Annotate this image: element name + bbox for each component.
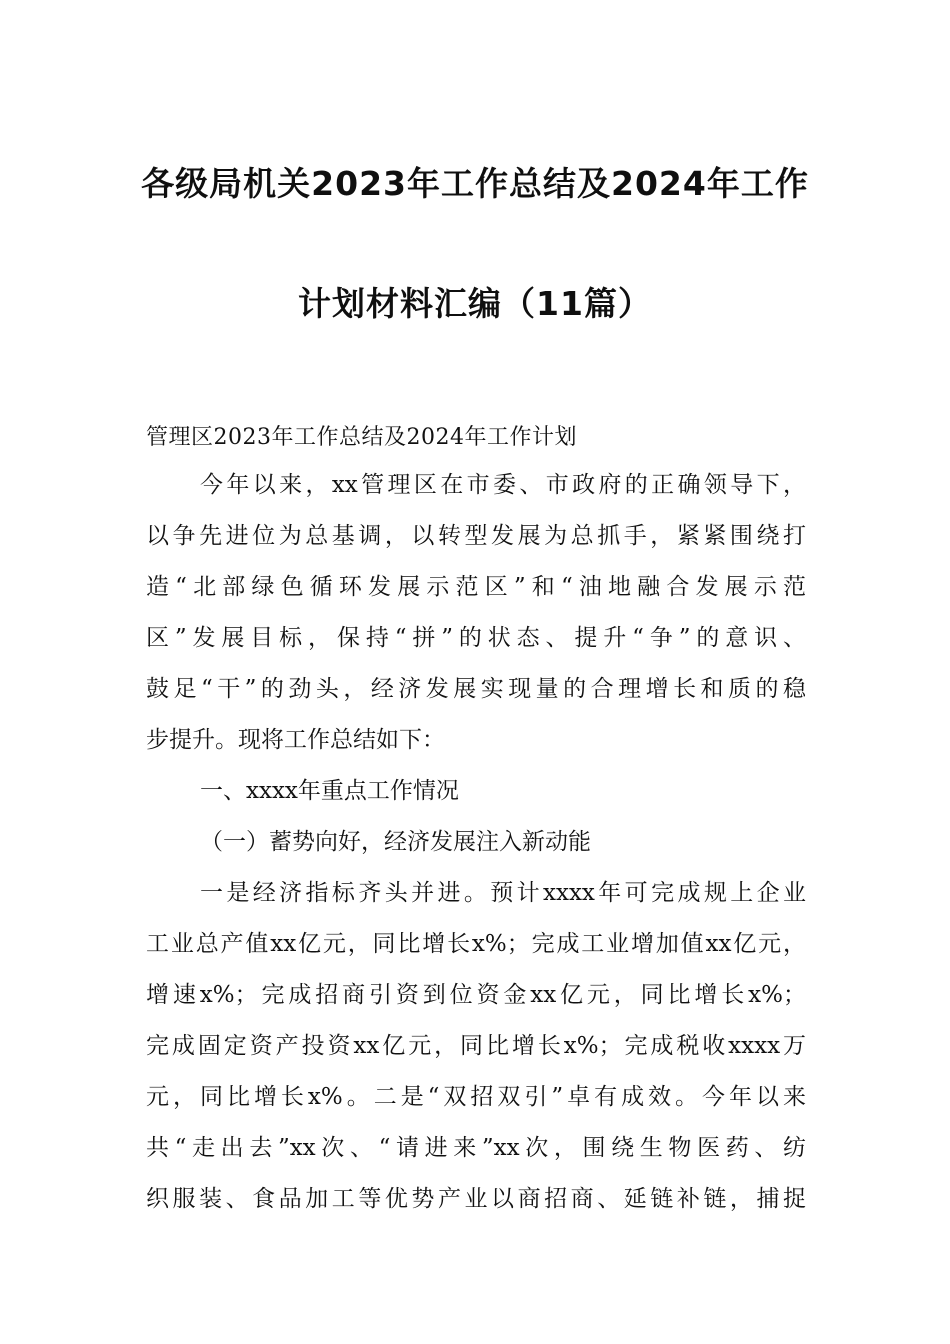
paragraph-line: 鼓足“干”的劲头，经济发展实现量的合理增长和质的稳 [146, 676, 806, 702]
paragraph-line: 工业总产值xx亿元，同比增长x%；完成工业增加值xx亿元， [146, 931, 806, 957]
paragraph-line: 步提升。现将工作总结如下： [146, 727, 445, 753]
document-title-line-1: 各级局机关2023年工作总结及2024年工作 [141, 164, 809, 203]
paragraph-line: 以争先进位为总基调，以转型发展为总抓手，紧紧围绕打 [146, 523, 806, 549]
paragraph-line: 共“走出去”xx次、“请进来”xx次，围绕生物医药、纺 [146, 1135, 806, 1161]
paragraph-line: 增速x%；完成招商引资到位资金xx亿元，同比增长x%； [146, 982, 806, 1008]
paragraph-line: 完成固定资产投资xx亿元，同比增长x%；完成税收xxxx万 [146, 1033, 806, 1059]
paragraph-line: 今年以来，xx管理区在市委、市政府的正确领导下， [200, 472, 806, 498]
paragraph-line: 元，同比增长x%。二是“双招双引”卓有成效。今年以来 [146, 1084, 806, 1110]
document-title-line-2: 计划材料汇编（11篇） [298, 284, 652, 323]
paragraph-line: 一是经济指标齐头并进。预计xxxx年可完成规上企业 [200, 880, 806, 906]
paragraph-line: 造“北部绿色循环发展示范区”和“油地融合发展示范 [146, 574, 806, 600]
section-title: 管理区2023年工作总结及2024年工作计划 [146, 425, 577, 450]
paragraph-line: 织服装、食品加工等优势产业以商招商、延链补链，捕捉 [146, 1186, 806, 1212]
heading-level-1: 一、xxxx年重点工作情况 [200, 778, 459, 804]
document-body [146, 468, 806, 1233]
heading-level-2: （一）蓄势向好，经济发展注入新动能 [200, 829, 591, 855]
paragraph-line: 区”发展目标，保持“拼”的状态、提升“争”的意识、 [146, 625, 806, 651]
